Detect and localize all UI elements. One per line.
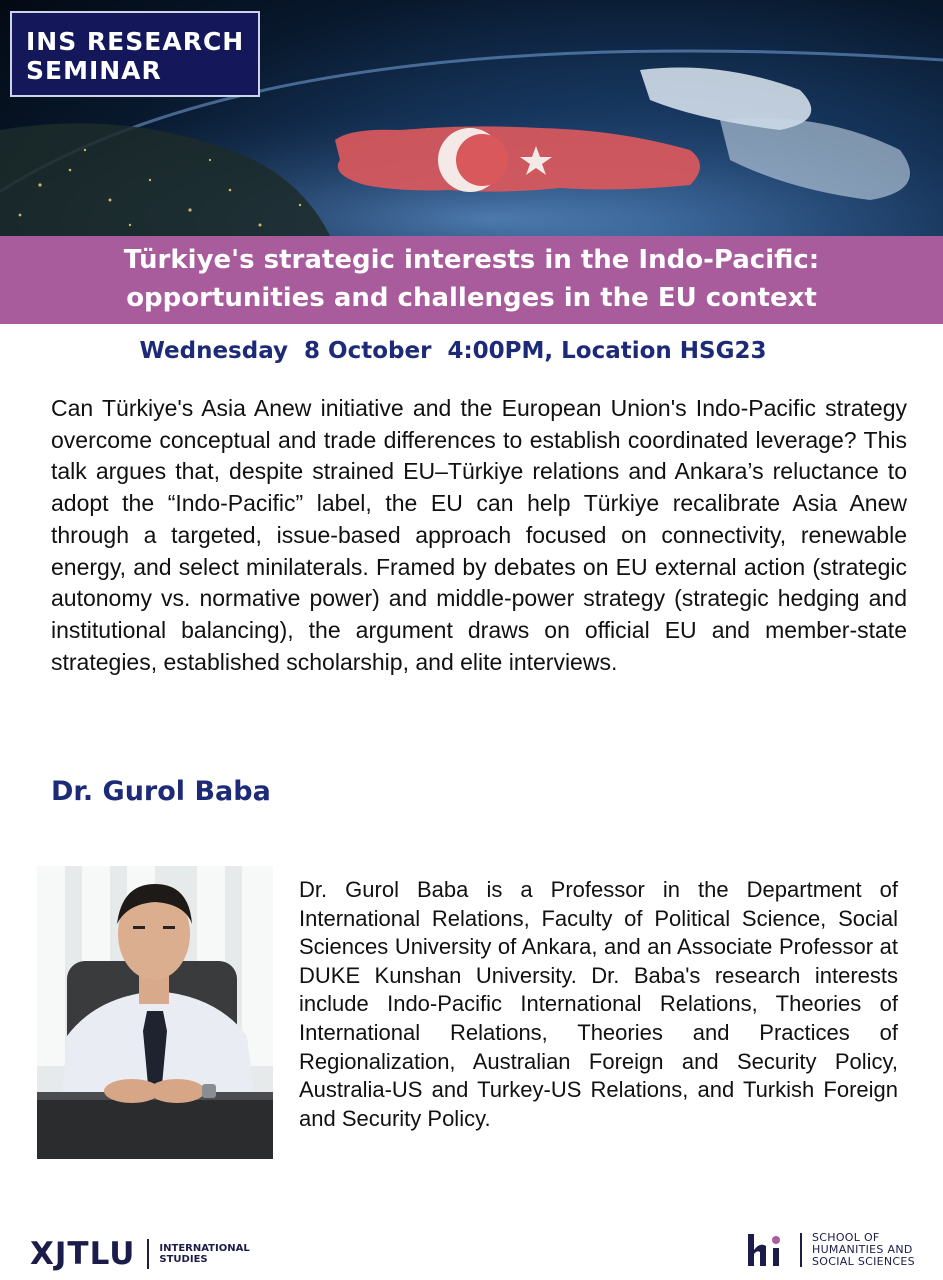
school-line1: SCHOOL OF — [812, 1231, 880, 1244]
school-line3: SOCIAL SCIENCES — [812, 1255, 915, 1268]
hero-earth-image — [0, 0, 943, 236]
logo-divider — [147, 1239, 149, 1269]
badge-line1: INS RESEARCH — [26, 27, 245, 56]
school-line2: HUMANITIES AND — [812, 1243, 913, 1256]
xjtlu-wordmark: XJTLU — [30, 1236, 136, 1272]
left-sub-line2: STUDIES — [159, 1254, 208, 1265]
hi-mark-icon — [746, 1230, 790, 1270]
speaker-bio: Dr. Gurol Baba is a Professor in the Department of International Relations, Faculty of Political Science, Social Sciences University of Ankara, and an Associate Professor at DUKE Kunshan University. Dr. Baba's research interests include Indo-Pacific International Relations, Theories of International Relations, Theories and Practices of Regionalization, Australian Foreign and Security Policy, Australia-US and Turkey-US Relations, and Turkish Foreign and Security Policy. — [299, 877, 898, 1131]
badge-line2: SEMINAR — [26, 56, 162, 85]
speaker-name: Dr. Gurol Baba — [51, 776, 271, 807]
logo-divider-right — [800, 1233, 802, 1267]
left-sub-line1: INTERNATIONAL — [159, 1243, 250, 1254]
school-name — [812, 1232, 915, 1268]
seminar-badge — [10, 11, 260, 97]
international-studies-label — [159, 1243, 249, 1265]
xjtlu-logo — [30, 1234, 250, 1274]
speaker-photo — [37, 866, 273, 1159]
event-abstract: Can Türkiye's Asia Anew initiative and the European Union's Indo-Pacific strategy overcome conceptual and trade differences to establish coordinated leverage? This talk argues that, despite strained EU–Türkiye relations and Ankara’s reluctance to adopt the “Indo-Pacific” label, the EU can help Türkiye recalibrate Asia Anew through a targeted, issue-based approach focused on connectivity, renewable energy, and select minilaterals. Framed by debates on EU external action (strategic autonomy vs. normative power) and middle-power strategy (strategic hedging and institutional balancing), the argument draws on official EU and member-state strategies, established scholarship, and elite interviews. — [51, 395, 907, 675]
school-logo — [746, 1228, 915, 1272]
event-title: Türkiye's strategic interests in the Indo-Pacific: opportunities and challenges in the EU context — [0, 236, 943, 324]
event-date-location: Wednesday 8 October 4:00PM, Location HSG23 — [139, 338, 767, 364]
